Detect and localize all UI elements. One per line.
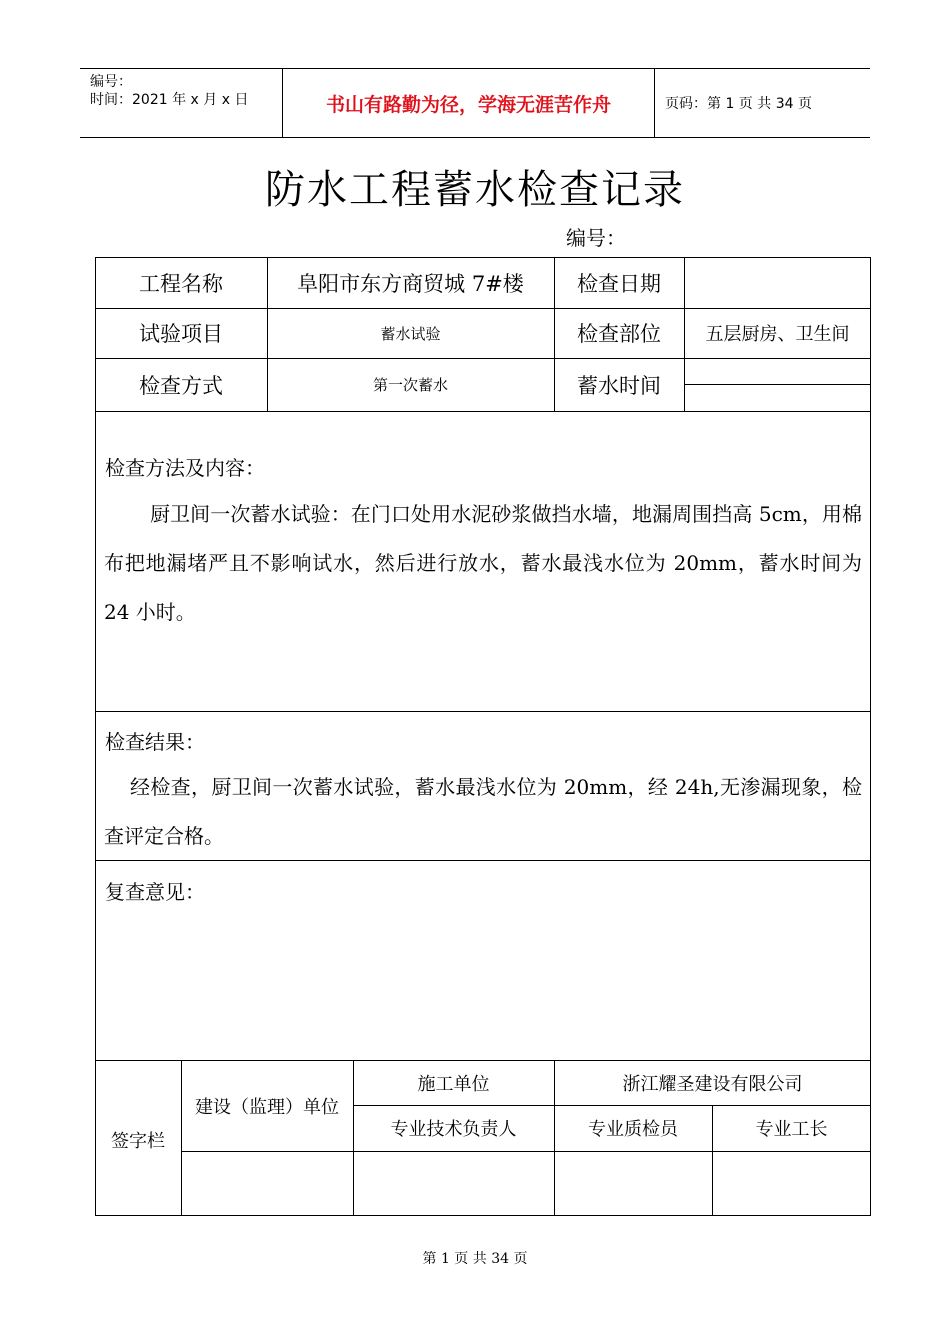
tech-lead-label: 专业技术负责人 <box>390 1119 517 1140</box>
foreman-signature-slot <box>712 1151 871 1216</box>
test-item-value: 蓄水试验 <box>380 324 441 343</box>
supervisor-signature-slot <box>181 1151 353 1216</box>
header-meta <box>80 69 282 137</box>
storage-time-value-1 <box>684 358 871 384</box>
review-label: 复查意见： <box>105 880 205 904</box>
page-header <box>80 68 870 138</box>
project-name-value: 阜阳市东方商贸城 7#楼 <box>297 271 524 296</box>
tech-lead-signature-slot <box>353 1151 554 1216</box>
project-name-label: 工程名称 <box>139 271 223 296</box>
storage-time-value-2 <box>684 384 871 411</box>
result-text: 经检查，厨卫间一次蓄水试验，蓄水最浅水位为 20mm，经 24h,无渗漏现象，检查评定合格。 <box>104 775 862 848</box>
contractor-name: 浙江耀圣建设有限公司 <box>622 1073 803 1095</box>
contractor-label: 施工单位 <box>417 1073 490 1095</box>
header-number-label: 编号： <box>90 74 132 90</box>
check-method-value: 第一次蓄水 <box>372 376 448 394</box>
header-time: 时间：2021 年 x 月 x 日 <box>90 92 249 108</box>
check-date-label: 检查日期 <box>577 271 661 296</box>
method-text: 厨卫间一次蓄水试验：在门口处用水泥砂浆做挡水墙，地漏周围挡高 5cm，用棉布把地漏堵严且不影响试水，然后进行放水，蓄水最浅水位为 20mm，蓄水时间为 24 小时。 <box>104 502 862 624</box>
test-item-label: 试验项目 <box>139 322 223 346</box>
check-date-value <box>684 257 871 308</box>
quality-inspector-signature-slot <box>554 1151 712 1216</box>
check-method-label: 检查方式 <box>139 373 223 398</box>
storage-time-label: 蓄水时间 <box>577 373 661 398</box>
supervisor-unit-label: 建设（监理）单位 <box>195 1096 339 1118</box>
result-label: 检查结果： <box>105 730 205 754</box>
foreman-label: 专业工长 <box>755 1119 828 1140</box>
check-location-value: 五层厨房、卫生间 <box>705 324 850 345</box>
signature-label: 签字栏 <box>111 1131 165 1152</box>
page-title: 防水工程蓄水检查记录 <box>265 167 685 213</box>
check-location-label: 检查部位 <box>577 322 661 346</box>
header-page-info: 页码：第 1 页 共 34 页 <box>665 96 812 112</box>
header-motto: 书山有路勤为径，学海无涯苦作舟 <box>282 69 655 137</box>
method-label: 检查方法及内容： <box>105 456 265 480</box>
quality-inspector-label: 专业质检员 <box>588 1119 678 1140</box>
doc-number-label: 编号： <box>566 226 626 250</box>
page-footer: 第 1 页 共 34 页 <box>422 1251 528 1267</box>
